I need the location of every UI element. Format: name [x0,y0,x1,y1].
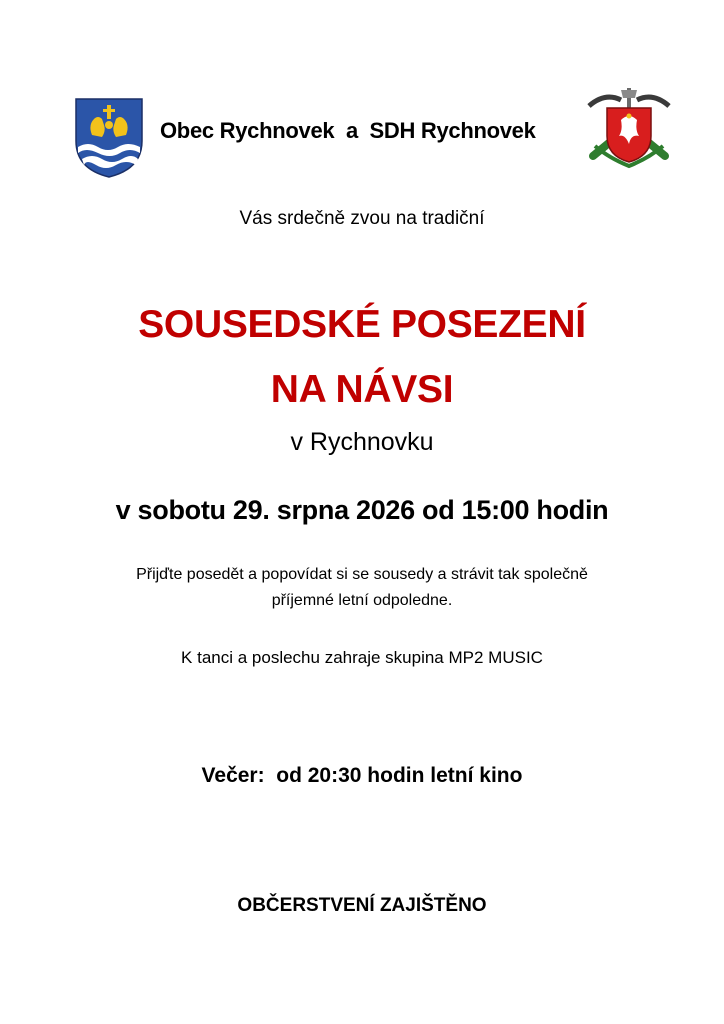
village-coat-of-arms-icon [72,95,146,179]
event-music: K tanci a poslechu zahraje skupina MP2 MUSIC [181,648,543,667]
event-location: v Rychnovku [290,428,434,456]
invitation-intro: Vás srdečně zvou na tradiční [239,208,485,229]
event-description-line1: Přijďte posedět a popovídat si se sousedy a strávit tak společně [136,566,588,583]
refreshments-note: OBČERSTVENÍ ZAJIŠTĚNO [237,895,487,916]
organizers-title: Obec Rychnovek a SDH Rychnovek [160,118,536,143]
event-description-line2: příjemné letní odpoledne. [271,592,453,609]
evening-program: Večer: od 20:30 hodin letní kino [201,764,523,787]
event-title-line2: NA NÁVSI [270,368,454,411]
event-title-line1: SOUSEDSKÉ POSEZENÍ [138,303,586,346]
event-date-time: v sobotu 29. srpna 2026 od 15:00 hodin [115,495,609,525]
firefighters-emblem-icon [585,86,673,170]
